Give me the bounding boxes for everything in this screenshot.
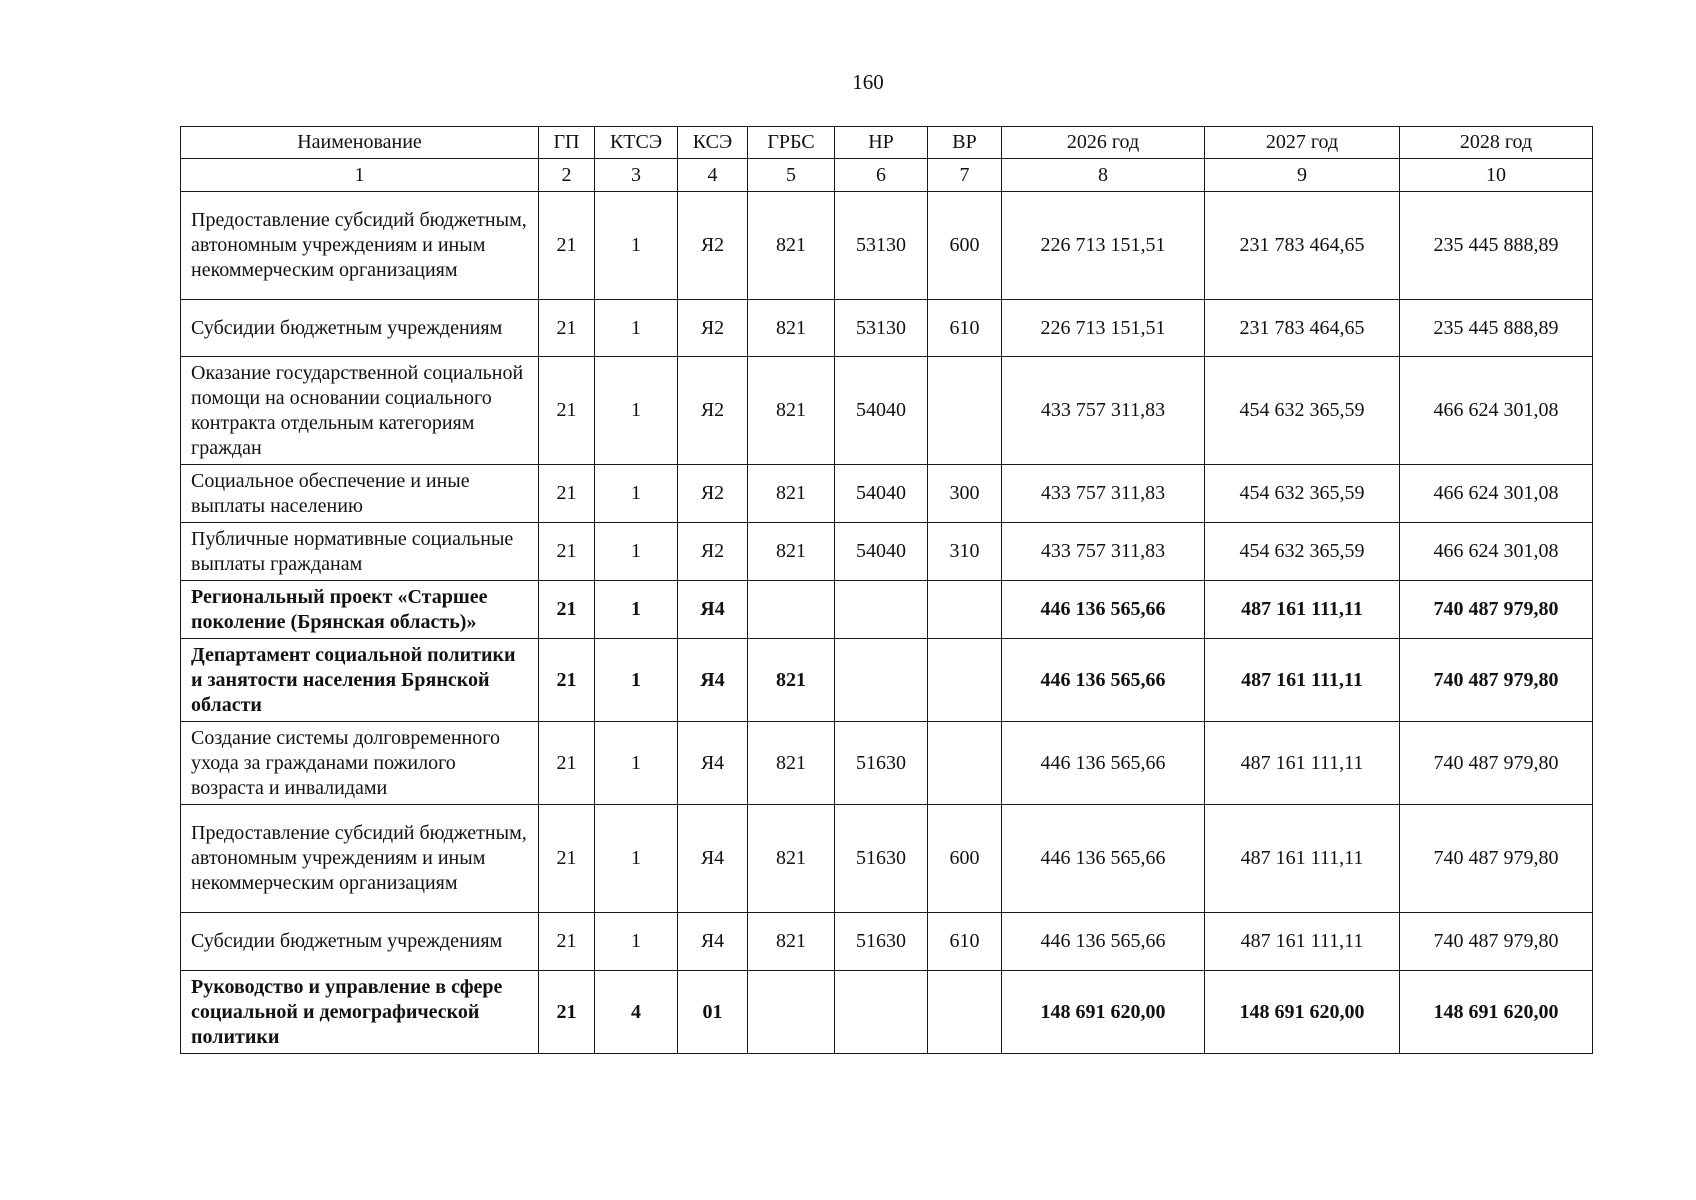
row-vr bbox=[928, 357, 1002, 465]
column-number: 5 bbox=[748, 159, 835, 192]
column-header-row bbox=[181, 127, 1593, 159]
row-kse: Я2 bbox=[678, 192, 748, 300]
row-gp: 21 bbox=[539, 639, 595, 722]
row-kse: 01 bbox=[678, 971, 748, 1054]
table-row bbox=[181, 465, 1593, 523]
row-kse: Я2 bbox=[678, 465, 748, 523]
table-row bbox=[181, 913, 1593, 971]
row-grbs bbox=[748, 581, 835, 639]
row-gp: 21 bbox=[539, 971, 595, 1054]
row-nr: 54040 bbox=[835, 465, 928, 523]
header-gp: ГП bbox=[539, 127, 595, 159]
row-amount-2028: 740 487 979,80 bbox=[1400, 805, 1593, 913]
table-row bbox=[181, 722, 1593, 805]
row-gp: 21 bbox=[539, 913, 595, 971]
row-amount-2026: 446 136 565,66 bbox=[1002, 722, 1205, 805]
row-ktse: 1 bbox=[595, 523, 678, 581]
row-amount-2027: 454 632 365,59 bbox=[1205, 465, 1400, 523]
row-amount-2026: 226 713 151,51 bbox=[1002, 192, 1205, 300]
row-ktse: 1 bbox=[595, 300, 678, 357]
row-gp: 21 bbox=[539, 581, 595, 639]
row-amount-2026: 226 713 151,51 bbox=[1002, 300, 1205, 357]
row-name: Субсидии бюджетным учреждениям bbox=[181, 913, 539, 971]
row-name: Оказание государственной социальной помощи на основании социального контракта отдельным категориям граждан bbox=[181, 357, 539, 465]
row-amount-2028: 235 445 888,89 bbox=[1400, 192, 1593, 300]
row-nr: 54040 bbox=[835, 523, 928, 581]
row-grbs: 821 bbox=[748, 357, 835, 465]
table-body bbox=[181, 127, 1593, 1054]
row-name: Предоставление субсидий бюджетным, автономным учреждениям и иным некоммерческим организациям bbox=[181, 805, 539, 913]
row-vr: 610 bbox=[928, 300, 1002, 357]
row-kse: Я2 bbox=[678, 523, 748, 581]
row-ktse: 1 bbox=[595, 805, 678, 913]
table-row bbox=[181, 192, 1593, 300]
header-kse: КСЭ bbox=[678, 127, 748, 159]
row-nr: 51630 bbox=[835, 722, 928, 805]
row-ktse: 1 bbox=[595, 639, 678, 722]
row-name: Региональный проект «Старшее поколение (Брянская область)» bbox=[181, 581, 539, 639]
row-name: Департамент социальной политики и занятости населения Брянской области bbox=[181, 639, 539, 722]
row-amount-2028: 235 445 888,89 bbox=[1400, 300, 1593, 357]
row-amount-2026: 433 757 311,83 bbox=[1002, 465, 1205, 523]
row-name: Руководство и управление в сфере социальной и демографической политики bbox=[181, 971, 539, 1054]
row-ktse: 4 bbox=[595, 971, 678, 1054]
row-amount-2027: 487 161 111,11 bbox=[1205, 805, 1400, 913]
row-grbs: 821 bbox=[748, 722, 835, 805]
row-ktse: 1 bbox=[595, 192, 678, 300]
row-amount-2026: 433 757 311,83 bbox=[1002, 357, 1205, 465]
row-amount-2027: 231 783 464,65 bbox=[1205, 192, 1400, 300]
row-amount-2028: 466 624 301,08 bbox=[1400, 523, 1593, 581]
header-nr: НР bbox=[835, 127, 928, 159]
row-nr bbox=[835, 581, 928, 639]
table-row bbox=[181, 639, 1593, 722]
row-amount-2027: 148 691 620,00 bbox=[1205, 971, 1400, 1054]
row-name: Публичные нормативные социальные выплаты гражданам bbox=[181, 523, 539, 581]
row-kse: Я2 bbox=[678, 357, 748, 465]
column-number: 9 bbox=[1205, 159, 1400, 192]
header-name: Наименование bbox=[181, 127, 539, 159]
row-ktse: 1 bbox=[595, 465, 678, 523]
row-nr: 53130 bbox=[835, 300, 928, 357]
row-grbs: 821 bbox=[748, 192, 835, 300]
row-nr: 51630 bbox=[835, 805, 928, 913]
row-amount-2026: 446 136 565,66 bbox=[1002, 805, 1205, 913]
column-number: 3 bbox=[595, 159, 678, 192]
row-amount-2027: 454 632 365,59 bbox=[1205, 357, 1400, 465]
row-gp: 21 bbox=[539, 523, 595, 581]
row-nr: 53130 bbox=[835, 192, 928, 300]
row-amount-2028: 466 624 301,08 bbox=[1400, 465, 1593, 523]
header-vr: ВР bbox=[928, 127, 1002, 159]
table-row bbox=[181, 971, 1593, 1054]
row-gp: 21 bbox=[539, 465, 595, 523]
row-kse: Я4 bbox=[678, 722, 748, 805]
row-gp: 21 bbox=[539, 300, 595, 357]
row-amount-2027: 487 161 111,11 bbox=[1205, 913, 1400, 971]
row-ktse: 1 bbox=[595, 357, 678, 465]
row-amount-2028: 148 691 620,00 bbox=[1400, 971, 1593, 1054]
column-number: 2 bbox=[539, 159, 595, 192]
header-2028: 2028 год bbox=[1400, 127, 1593, 159]
row-amount-2026: 446 136 565,66 bbox=[1002, 913, 1205, 971]
row-kse: Я4 bbox=[678, 639, 748, 722]
row-name: Субсидии бюджетным учреждениям bbox=[181, 300, 539, 357]
budget-table bbox=[180, 126, 1593, 1054]
column-number: 1 bbox=[181, 159, 539, 192]
table-row bbox=[181, 300, 1593, 357]
row-vr: 610 bbox=[928, 913, 1002, 971]
row-vr bbox=[928, 639, 1002, 722]
row-amount-2027: 487 161 111,11 bbox=[1205, 639, 1400, 722]
row-kse: Я4 bbox=[678, 805, 748, 913]
row-amount-2026: 148 691 620,00 bbox=[1002, 971, 1205, 1054]
row-ktse: 1 bbox=[595, 913, 678, 971]
row-vr bbox=[928, 722, 1002, 805]
row-amount-2026: 446 136 565,66 bbox=[1002, 639, 1205, 722]
row-vr: 600 bbox=[928, 805, 1002, 913]
column-number: 7 bbox=[928, 159, 1002, 192]
row-vr: 600 bbox=[928, 192, 1002, 300]
row-name: Создание системы долговременного ухода за гражданами пожилого возраста и инвалидами bbox=[181, 722, 539, 805]
row-amount-2026: 446 136 565,66 bbox=[1002, 581, 1205, 639]
header-grbs: ГРБС bbox=[748, 127, 835, 159]
row-gp: 21 bbox=[539, 357, 595, 465]
row-amount-2027: 487 161 111,11 bbox=[1205, 722, 1400, 805]
table-row bbox=[181, 523, 1593, 581]
row-vr: 300 bbox=[928, 465, 1002, 523]
row-kse: Я2 bbox=[678, 300, 748, 357]
row-nr bbox=[835, 639, 928, 722]
row-nr: 51630 bbox=[835, 913, 928, 971]
header-2026: 2026 год bbox=[1002, 127, 1205, 159]
row-grbs: 821 bbox=[748, 465, 835, 523]
row-amount-2028: 740 487 979,80 bbox=[1400, 913, 1593, 971]
column-number-row bbox=[181, 159, 1593, 192]
row-name: Социальное обеспечение и иные выплаты населению bbox=[181, 465, 539, 523]
row-gp: 21 bbox=[539, 192, 595, 300]
table-row bbox=[181, 581, 1593, 639]
row-kse: Я4 bbox=[678, 581, 748, 639]
row-grbs bbox=[748, 971, 835, 1054]
column-number: 10 bbox=[1400, 159, 1593, 192]
row-amount-2027: 231 783 464,65 bbox=[1205, 300, 1400, 357]
row-amount-2027: 487 161 111,11 bbox=[1205, 581, 1400, 639]
row-amount-2028: 740 487 979,80 bbox=[1400, 581, 1593, 639]
header-ktse: КТСЭ bbox=[595, 127, 678, 159]
row-grbs: 821 bbox=[748, 805, 835, 913]
row-amount-2026: 433 757 311,83 bbox=[1002, 523, 1205, 581]
row-amount-2028: 740 487 979,80 bbox=[1400, 639, 1593, 722]
column-number: 6 bbox=[835, 159, 928, 192]
column-number: 8 bbox=[1002, 159, 1205, 192]
header-2027: 2027 год bbox=[1205, 127, 1400, 159]
row-name: Предоставление субсидий бюджетным, автономным учреждениям и иным некоммерческим организациям bbox=[181, 192, 539, 300]
row-amount-2028: 740 487 979,80 bbox=[1400, 722, 1593, 805]
row-grbs: 821 bbox=[748, 639, 835, 722]
row-nr bbox=[835, 971, 928, 1054]
row-gp: 21 bbox=[539, 805, 595, 913]
row-grbs: 821 bbox=[748, 913, 835, 971]
row-ktse: 1 bbox=[595, 722, 678, 805]
column-number: 4 bbox=[678, 159, 748, 192]
row-gp: 21 bbox=[539, 722, 595, 805]
table-row bbox=[181, 357, 1593, 465]
row-vr bbox=[928, 581, 1002, 639]
row-grbs: 821 bbox=[748, 523, 835, 581]
page-number: 160 bbox=[852, 70, 884, 94]
row-amount-2028: 466 624 301,08 bbox=[1400, 357, 1593, 465]
table-row bbox=[181, 805, 1593, 913]
row-vr bbox=[928, 971, 1002, 1054]
row-nr: 54040 bbox=[835, 357, 928, 465]
row-amount-2027: 454 632 365,59 bbox=[1205, 523, 1400, 581]
row-ktse: 1 bbox=[595, 581, 678, 639]
row-grbs: 821 bbox=[748, 300, 835, 357]
row-vr: 310 bbox=[928, 523, 1002, 581]
row-kse: Я4 bbox=[678, 913, 748, 971]
